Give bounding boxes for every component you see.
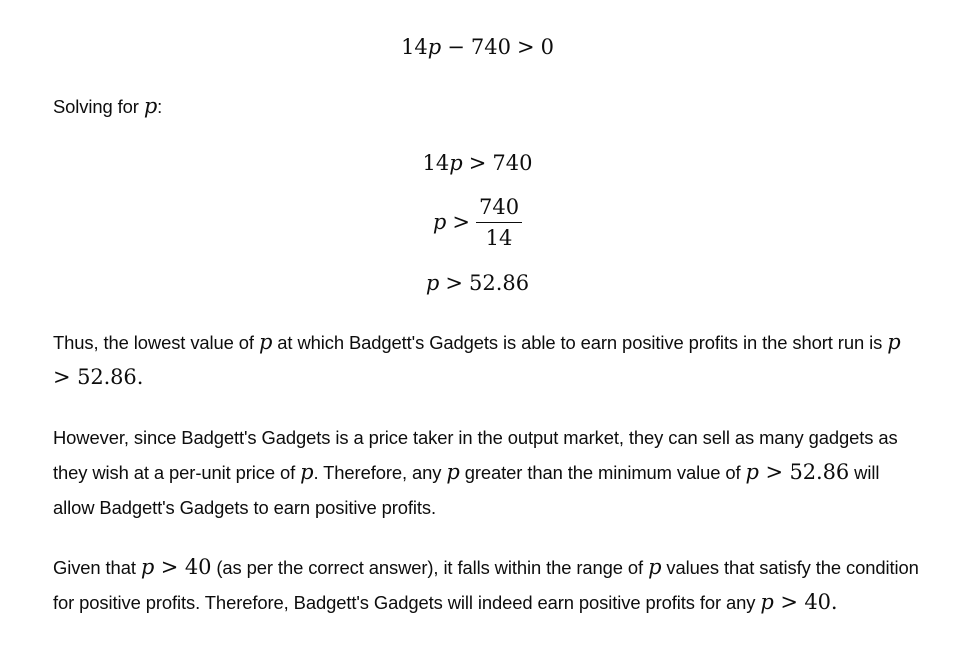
variable-p: p xyxy=(648,555,662,579)
fraction-denominator: 14 xyxy=(485,226,513,250)
inline-math xyxy=(141,555,212,579)
value: 52.86 xyxy=(468,271,530,295)
paragraph-price-taker xyxy=(53,420,923,525)
variable-p: p xyxy=(427,35,442,59)
variable-p: p xyxy=(887,330,901,354)
variable-p: p xyxy=(425,271,440,295)
equation-expression xyxy=(433,193,522,251)
greater-than-operator: > xyxy=(516,35,535,59)
inline-math xyxy=(760,590,837,614)
variable-p: p xyxy=(143,94,158,118)
variable-p: p xyxy=(140,555,155,579)
constant: 740 xyxy=(470,35,511,59)
zero: 0 xyxy=(540,35,554,59)
equation-expression xyxy=(401,33,554,61)
variable-p: p xyxy=(446,460,460,484)
value: 740 xyxy=(492,151,533,175)
value: 40 xyxy=(804,590,831,614)
text: Given that xyxy=(53,557,141,578)
variable-p: p xyxy=(300,460,314,484)
equation-expression xyxy=(423,149,533,177)
text: will allow Badgett's Gadgets to earn positive profits. xyxy=(53,462,880,518)
greater-than-operator: > xyxy=(53,365,71,389)
inline-math xyxy=(746,460,850,484)
value: 40 xyxy=(184,555,212,579)
variable-p: p xyxy=(745,460,759,484)
equation-step-3 xyxy=(0,269,955,298)
equation-step-1 xyxy=(0,149,955,178)
coefficient: 14 xyxy=(401,35,428,59)
paragraph-lowest-value xyxy=(53,325,923,395)
variable-p: p xyxy=(760,590,774,614)
fraction-numerator: 740 xyxy=(476,193,522,223)
variable-p: p xyxy=(258,330,273,354)
text: (as per the correct answer), it falls within the range of xyxy=(211,557,649,578)
greater-than-operator: > xyxy=(445,271,463,295)
equation-expression xyxy=(426,269,529,297)
solving-for-label xyxy=(53,89,923,124)
text: However, since Badgett's Gadgets is a price taker in the output market, they can sell as many gadgets as they wish at a per-unit price of xyxy=(53,427,898,483)
period: . xyxy=(830,590,838,614)
text: at which Badgett's Gadgets is able to earn positive profits in the short run is xyxy=(272,332,888,353)
fraction xyxy=(476,193,522,251)
equation-step-2 xyxy=(0,193,955,251)
value: 52.86 xyxy=(77,365,137,389)
colon: : xyxy=(157,96,163,117)
greater-than-operator: > xyxy=(452,210,470,234)
text: Thus, the lowest value of xyxy=(53,332,259,353)
text: values that satisfy the condition for positive profits. Therefore, Badgett's Gadgets will indeed earn positive profits for any xyxy=(53,557,919,613)
value: 52.86 xyxy=(789,460,850,484)
greater-than-operator: > xyxy=(160,555,179,579)
variable-p: p xyxy=(432,210,447,234)
equation-profit-inequality xyxy=(0,33,955,62)
solving-text: Solving for xyxy=(53,96,144,117)
greater-than-operator: > xyxy=(468,151,487,175)
variable-p: p xyxy=(449,151,463,175)
minus-operator: − xyxy=(447,35,465,59)
greater-than-operator: > xyxy=(780,590,798,614)
text: greater than the minimum value of xyxy=(459,462,746,483)
greater-than-operator: > xyxy=(765,460,783,484)
text: . Therefore, any xyxy=(313,462,447,483)
coefficient: 14 xyxy=(422,151,450,175)
period: . xyxy=(136,365,144,389)
paragraph-conclusion xyxy=(53,550,923,620)
